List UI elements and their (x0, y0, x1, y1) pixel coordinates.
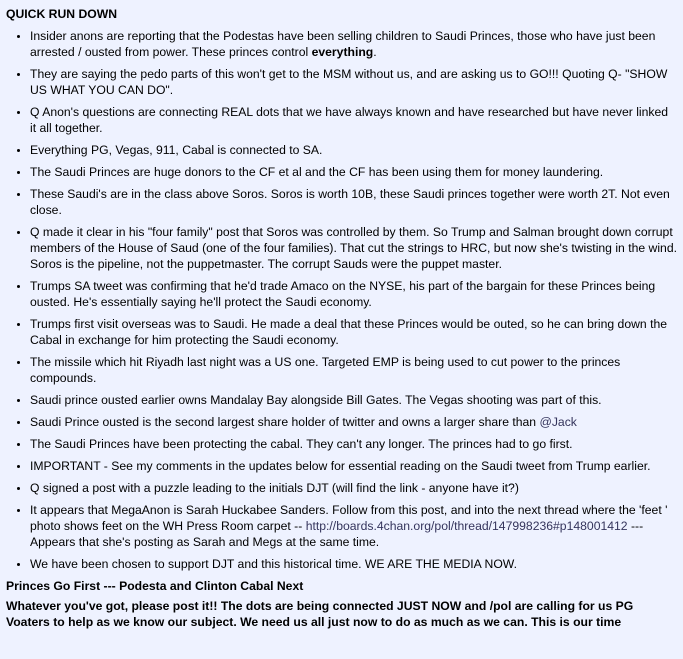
post-subheading: Princes Go First --- Podesta and Clinton Cabal Next (6, 579, 304, 593)
list-item (30, 224, 677, 272)
list-item (30, 66, 677, 98)
list-item-text: They are saying the pedo parts of this won't get to the MSM without us, and are asking us to GO!!! Quoting Q- "SHOW US WHAT YOU CAN DO". (30, 67, 668, 97)
list-item-link[interactable]: @Jack (539, 415, 577, 429)
list-item (30, 502, 677, 550)
list-item-text: Trumps first visit overseas was to Saudi. He made a deal that these Princes would be outed, so he can bring down the Cabal in exchange for him protecting the Saudi economy. (30, 317, 668, 347)
list-item-text: It appears that MegaAnon is Sarah Huckabee Sanders. Follow from this post, and into the next thread where the 'feet ' photo shows feet on the WH Press Room carpet -- (30, 503, 668, 533)
list-item (30, 480, 677, 496)
list-item-text: Q Anon's questions are connecting REAL dots that we have always known and have researched but have never linked it all together. (30, 105, 669, 135)
list-item-text: Saudi prince ousted earlier owns Mandalay Bay alongside Bill Gates. The Vegas shooting was part of this. (30, 393, 602, 407)
list-item-emphasis: everything (311, 45, 374, 59)
list-item (30, 458, 677, 474)
post-footer: Whatever you've got, please post it!! The dots are being connected JUST NOW and /pol are calling for us PG Voaters to help as we know our subject. We need us all just now to do as much as we can. This is our time (6, 599, 634, 629)
list-item (30, 278, 677, 310)
bullet-list (6, 28, 677, 572)
list-item (30, 392, 677, 408)
list-item (30, 164, 677, 180)
list-item-text: The missile which hit Riyadh last night was a US one. Targeted EMP is being used to cut power to the princes compounds. (30, 355, 621, 385)
list-item (30, 556, 677, 572)
list-item-text: We have been chosen to support DJT and this historical time. WE ARE THE MEDIA NOW. (30, 557, 518, 571)
list-item (30, 354, 677, 386)
list-item (30, 186, 677, 218)
list-item-text: IMPORTANT - See my comments in the updates below for essential reading on the Saudi tweet from Trump earlier. (30, 459, 651, 473)
list-item-text: Q signed a post with a puzzle leading to the initials DJT (will find the link - anyone have it?) (30, 481, 519, 495)
list-item-text: Saudi Prince ousted is the second largest share holder of twitter and owns a larger share than (30, 415, 540, 429)
list-item (30, 414, 677, 430)
list-item (30, 316, 677, 348)
list-item-tail: . (373, 45, 377, 59)
list-item-tail: --- Appears that she's posting as Sarah and Megs at the same time. (30, 519, 644, 549)
list-item-text: These Saudi's are in the class above Soros. Soros is worth 10B, these Saudi princes together were worth 2T. Not even close. (30, 187, 670, 217)
list-item (30, 142, 677, 158)
list-item-text: Q made it clear in his "four family" post that Soros was controlled by them. So Trump and Salman brought down corrupt members of the House of Saud (one of the four families). That cut the strings to HRC, but now she's twisting in the wind. Soros is the pipeline, not the puppetmaster. The corrupt Sauds were the puppet master. (30, 225, 677, 271)
list-item-text: The Saudi Princes are huge donors to the CF et al and the CF has been using them for money laundering. (30, 165, 604, 179)
list-item (30, 104, 677, 136)
list-item-text: The Saudi Princes have been protecting the cabal. They can't any longer. The princes had to go first. (30, 437, 573, 451)
list-item-text: Trumps SA tweet was confirming that he'd trade Amaco on the NYSE, his part of the bargain for these Princes being ousted. He's essentially saying he'll protect the Saudi economy. (30, 279, 656, 309)
list-item-link[interactable]: http://boards.4chan.org/pol/thread/147998236#p148001412 (305, 519, 628, 533)
post-heading: QUICK RUN DOWN (6, 7, 118, 21)
list-item (30, 436, 677, 452)
list-item-text: Everything PG, Vegas, 911, Cabal is connected to SA. (30, 143, 323, 157)
list-item (30, 28, 677, 60)
list-item-text: Insider anons are reporting that the Podestas have been selling children to Saudi Princes, those who have just been arrested / ousted from power. These princes control (30, 29, 656, 59)
